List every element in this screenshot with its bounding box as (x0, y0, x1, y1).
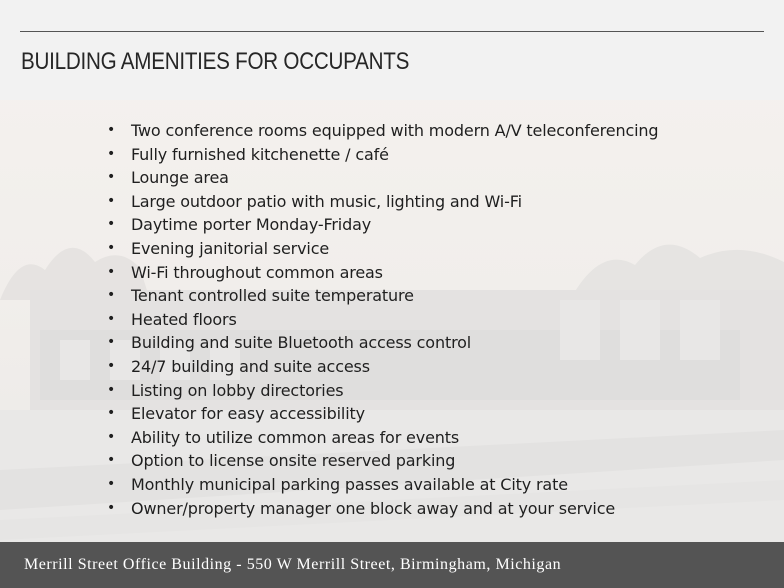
bullet-icon: • (107, 499, 116, 516)
bullet-icon: • (107, 475, 116, 492)
slide-title: BUILDING AMENITIES FOR OCCUPANTS (21, 48, 410, 75)
amenity-item (107, 213, 658, 237)
amenity-text: Owner/property manager one block away and at your service (131, 498, 616, 518)
bullet-icon: • (107, 122, 116, 138)
amenity-text: Monthly municipal parking passes available at City rate (131, 474, 568, 494)
amenity-item (107, 143, 658, 167)
amenity-text: Wi-Fi throughout common areas (131, 262, 383, 282)
amenity-text: Daytime porter Monday-Friday (131, 215, 372, 235)
title-rule (20, 31, 764, 32)
amenity-item (107, 473, 658, 497)
amenity-text: Lounge area (131, 168, 229, 188)
amenity-item (107, 284, 658, 308)
amenity-text: Evening janitorial service (131, 238, 330, 258)
amenity-text: Fully furnished kitchenette / café (131, 144, 389, 164)
amenity-text: Elevator for easy accessibility (131, 404, 365, 424)
bullet-icon: • (107, 357, 116, 374)
amenity-text: Large outdoor patio with music, lighting and Wi-Fi (131, 191, 522, 211)
bullet-icon: • (107, 145, 116, 162)
amenity-item (107, 426, 658, 450)
bullet-icon: • (107, 452, 116, 469)
amenity-text: Ability to utilize common areas for events (131, 427, 460, 447)
amenity-text: 24/7 building and suite access (131, 356, 370, 376)
amenity-text: Building and suite Bluetooth access control (131, 333, 472, 353)
amenity-item (107, 449, 658, 473)
amenity-text: Heated floors (131, 309, 237, 329)
amenity-item (107, 497, 658, 521)
amenity-item (107, 402, 658, 426)
amenity-item (107, 308, 658, 332)
amenity-item (107, 119, 658, 143)
amenity-text: Listing on lobby directories (131, 380, 344, 400)
amenity-text: Tenant controlled suite temperature (131, 286, 414, 306)
bullet-icon: • (107, 405, 116, 422)
amenity-item (107, 355, 658, 379)
bullet-icon: • (107, 310, 116, 327)
amenity-list (107, 119, 658, 520)
bullet-icon: • (107, 334, 116, 351)
bullet-icon: • (107, 428, 116, 445)
bullet-icon: • (107, 192, 116, 209)
amenity-text: Option to license onsite reserved parking (131, 451, 456, 471)
amenity-item (107, 166, 658, 190)
bullet-icon: • (107, 381, 116, 398)
amenity-item (107, 190, 658, 214)
bullet-icon: • (107, 287, 116, 304)
amenity-item (107, 237, 658, 261)
bullet-icon: • (107, 216, 116, 233)
bullet-icon: • (107, 239, 116, 256)
bullet-icon: • (107, 169, 116, 186)
bullet-icon: • (107, 263, 116, 280)
amenity-item (107, 261, 658, 285)
footer-band (0, 542, 784, 588)
amenity-text: Two conference rooms equipped with modern A/V teleconferencing (131, 121, 659, 140)
amenity-item (107, 379, 658, 403)
footer-address: Merrill Street Office Building - 550 W Merrill Street, Birmingham, Michigan (24, 556, 562, 573)
amenity-item (107, 331, 658, 355)
